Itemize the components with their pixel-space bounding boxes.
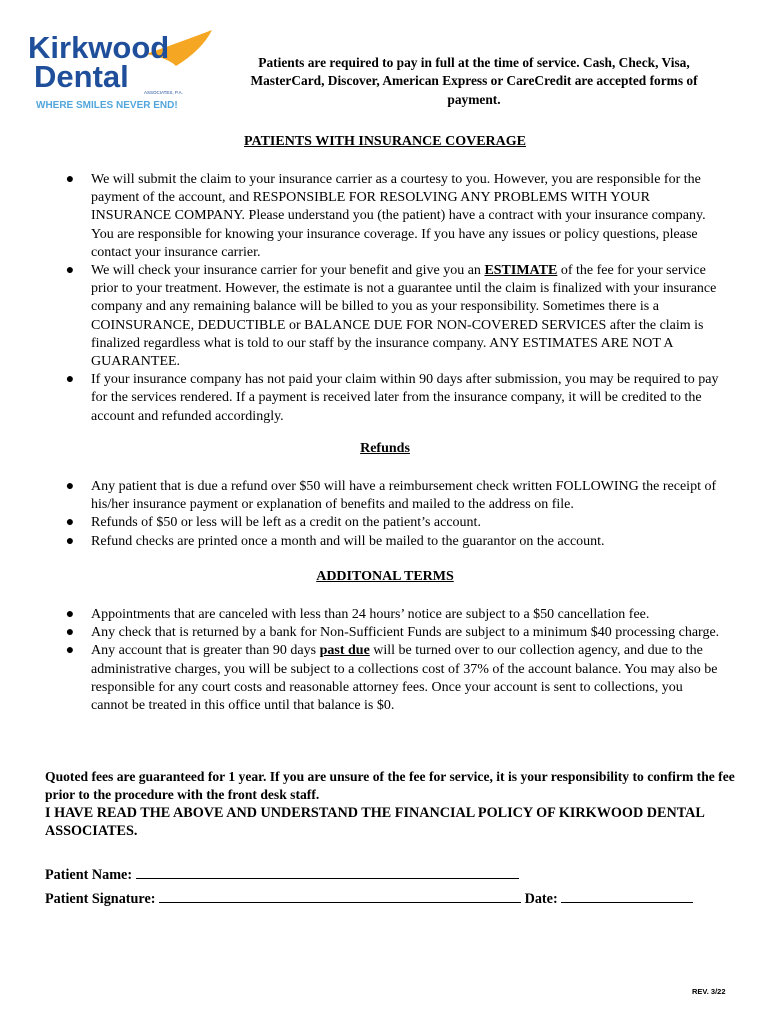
past-due-emphasis: past due	[319, 643, 370, 659]
patient-name-label: Patient Name:	[45, 867, 133, 883]
quoted-fees-note: Quoted fees are guaranteed for 1 year. If you are unsure of the fee for service, it is your responsibility to confirm the fee prior to the procedure with the front desk staff.	[45, 769, 735, 802]
bullet-icon: ●	[65, 372, 75, 388]
acknowledgement-statement: I HAVE READ THE ABOVE AND UNDERSTAND THE FINANCIAL POLICY OF KIRKWOOD DENTAL ASSOCIATES.	[45, 805, 705, 840]
refunds-list	[63, 478, 723, 551]
bullet-icon: ●	[65, 479, 75, 494]
logo-name-line2: Dental	[34, 59, 129, 94]
patient-signature-label: Patient Signature:	[45, 891, 156, 907]
patient-signature-row	[45, 888, 693, 908]
payment-notice: Patients are required to pay in full at the time of service. Cash, Check, Visa, MasterCard, Discover, American Express or CareCredit are accepted forms of payment.	[250, 55, 698, 107]
additional-terms-heading: ADDITONAL TERMS	[316, 569, 454, 584]
logo-tagline: WHERE SMILES NEVER END!	[36, 100, 178, 111]
kirkwood-dental-logo	[26, 28, 214, 116]
bullet-icon: ●	[65, 607, 75, 622]
bullet-icon: ●	[65, 625, 75, 641]
list-item: ● Refunds of $50 or less will be left as a credit on the patient’s account.	[63, 514, 723, 532]
insurance-heading: PATIENTS WITH INSURANCE COVERAGE	[244, 134, 526, 149]
patient-name-field[interactable]	[136, 864, 519, 879]
patient-name-row	[45, 864, 519, 884]
additional-terms-list	[63, 606, 723, 715]
list-item: ● We will submit the claim to your insurance carrier as a courtesy to you. However, you are responsible for the payment of the account, and RESPONSIBLE FOR RESOLVING ANY PROBLEMS WITH YOUR INSURANCE COMPANY. Please understand you (the patient) have a contract with your insurance company. You are responsible for knowing your insurance coverage. If you have any issues or policy questions, please contact your insurance carrier.	[63, 171, 723, 262]
list-item: ● Any account that is greater than 90 days past due will be turned over to our collection agency, and due to the administrative charges, you will be subject to a collections cost of 37% of the account balance. You may also be responsible for any court costs and reasonable attorney fees. Once your account is sent to collections, you cannot be treated in this office until that balance is $0.	[63, 642, 723, 715]
bullet-icon: ●	[65, 515, 75, 531]
date-field[interactable]	[561, 888, 693, 903]
list-item: ● We will check your insurance carrier for your benefit and give you an ESTIMATE of the fee for your service prior to your treatment. However, the estimate is not a guarantee until the claim is finalized with your insurance company and any remaining balance will be billed to you as your responsibility. Sometimes there is a COINSURANCE, DEDUCTIBLE or BALANCE DUE FOR NON-COVERED SERVICES after the claim is finalized regardless what is told to our staff by the insurance company. ANY ESTIMATES ARE NOT A GUARANTEE.	[63, 262, 723, 371]
list-item: ● Any patient that is due a refund over $50 will have a reimbursement check written FOLLOWING the receipt of his/her insurance payment or explanation of benefits and mailed to the address on file.	[63, 478, 723, 514]
list-item: ● If your insurance company has not paid your claim within 90 days after submission, you may be required to pay for the services rendered. If a payment is received later from the insurance company, it will be credited to the account and refunded accordingly.	[63, 371, 723, 426]
list-item: ● Refund checks are printed once a month and will be mailed to the guarantor on the account.	[63, 533, 723, 551]
logo-associates: ASSOCIATES, P.A.	[144, 90, 183, 95]
list-item: ● Any check that is returned by a bank for Non-Sufficient Funds are subject to a minimum $40 processing charge.	[63, 624, 723, 642]
insurance-list	[63, 171, 723, 426]
revision-label: REV. 3/22	[692, 987, 726, 996]
date-label: Date:	[524, 891, 558, 907]
logo-name-line1: Kirkwood	[28, 30, 170, 65]
bullet-icon: ●	[65, 172, 75, 187]
bullet-icon: ●	[65, 263, 75, 279]
bullet-icon: ●	[65, 533, 75, 549]
bullet-icon: ●	[65, 643, 75, 659]
patient-signature-field[interactable]	[159, 888, 521, 903]
list-item: ● Appointments that are canceled with less than 24 hours’ notice are subject to a $50 cancellation fee.	[63, 606, 723, 624]
refunds-heading: Refunds	[360, 441, 410, 456]
estimate-emphasis: ESTIMATE	[484, 263, 558, 279]
